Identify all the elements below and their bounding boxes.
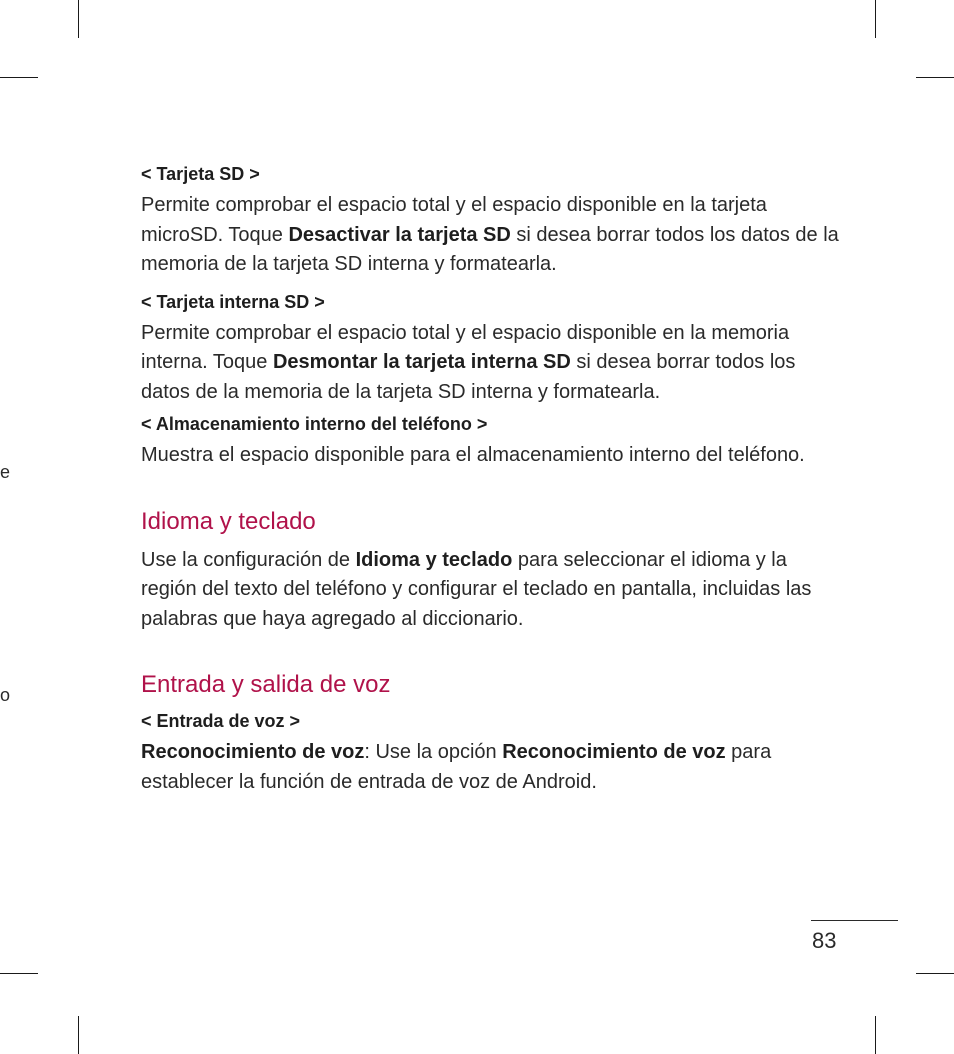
entrada-voz-heading: < Entrada de voz > <box>141 711 301 731</box>
tarjeta-interna-text: Permite comprobar el espacio total y el espacio disponible en la memoria interna. Toque Desmontar la tarjeta interna SD si desea borrar todos los datos de la memoria de la tarjeta SD interna y formatearla. <box>141 321 796 403</box>
page-number-rule <box>811 920 898 921</box>
desactivar-tarjeta-label: Desactivar la tarjeta SD <box>288 223 511 246</box>
crop-mark-top-left <box>78 0 79 38</box>
desmontar-tarjeta-label: Desmontar la tarjeta interna SD <box>272 351 571 373</box>
idioma-text: Use la configuración de Idioma y teclado para seleccionar el idioma y la región del texto del teléfono y configurar el teclado en pantalla, incluidas las palabras que haya agregado al diccionario. <box>141 548 812 630</box>
tarjeta-sd-heading: < Tarjeta SD > <box>141 164 260 184</box>
reconocimiento-voz-label: Reconocimiento de voz <box>141 741 365 763</box>
crop-mark-top-right <box>875 0 876 38</box>
crop-mark-right-lower <box>916 973 954 974</box>
almacenamiento-heading: < Almacenamiento interno del teléfono > <box>141 414 488 434</box>
crop-mark-right-upper <box>916 77 954 78</box>
crop-mark-left-lower <box>0 973 38 974</box>
voz-title: Entrada y salida de voz <box>141 671 391 698</box>
idioma-title: Idioma y teclado <box>141 507 316 535</box>
almacenamiento-text: Muestra el espacio disponible para el almacenamiento interno del teléfono. <box>141 444 805 466</box>
page-content <box>141 160 841 797</box>
tarjeta-sd-text: Permite comprobar el espacio total y el espacio disponible en la tarjeta microSD. Toque Desactivar la tarjeta SD si desea borrar todos los datos de la memoria de la tarjeta SD interna y formatearla. <box>141 194 839 275</box>
reconocimiento-voz-option: Reconocimiento de voz <box>502 741 726 763</box>
margin-fragment: e <box>0 462 11 482</box>
idioma-teclado-label: Idioma y teclado <box>355 548 513 571</box>
crop-mark-bottom-right <box>875 1016 876 1054</box>
crop-mark-left-upper <box>0 77 38 78</box>
margin-fragment: o <box>0 685 11 705</box>
tarjeta-interna-heading: < Tarjeta interna SD > <box>141 291 325 312</box>
page-number: 83 <box>812 928 837 953</box>
voz-text: Reconocimiento de voz: Use la opción Reconocimiento de voz para establecer la función de entrada de voz de Android. <box>141 741 772 793</box>
crop-mark-bottom-left <box>78 1016 79 1054</box>
